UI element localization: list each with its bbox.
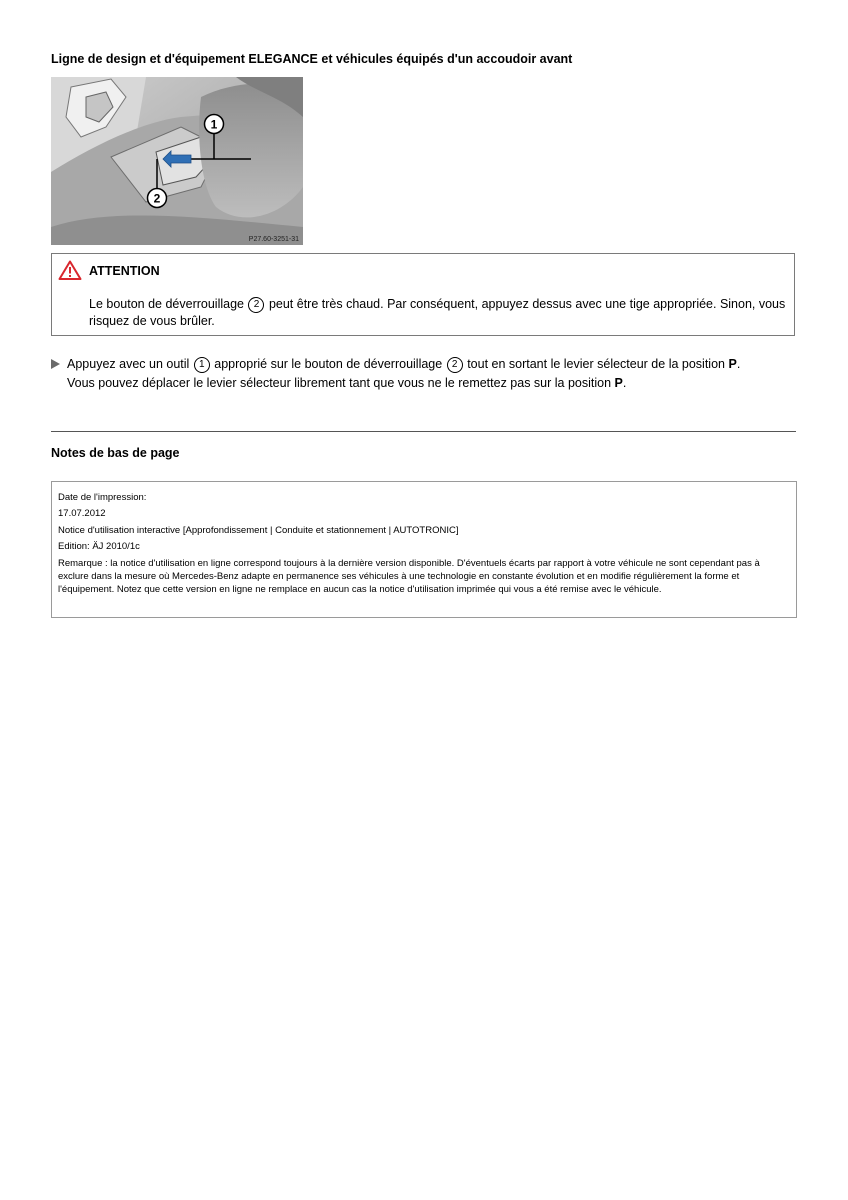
step-text-2: approprié sur le bouton de déverrouillage (214, 357, 443, 371)
callout-2: 2 (153, 191, 161, 206)
warning-title: ATTENTION (89, 264, 160, 278)
triangle-bullet-icon (51, 359, 60, 369)
step-text-1: Appuyez avec un outil (67, 357, 190, 371)
section-title: Ligne de design et d'équipement ELEGANCE et véhicules équipés d'un accoudoir avant (51, 52, 573, 66)
edition: Edition: ÄJ 2010/1c (58, 541, 140, 553)
instruction-step: Appuyez avec un outil 1 approprié sur le bouton de déverrouillage 2 tout en sortant le levier sélecteur de la position P. Vous pouvez déplacer le levier sélecteur librement tant que vous ne le remettez pas sur la position P. (51, 355, 795, 392)
ref-2-icon: 2 (447, 357, 463, 373)
manual-path: Notice d'utilisation interactive [Approfondissement | Conduite et stationnement | AUTOTRONIC] (58, 524, 459, 536)
position-p: P (728, 357, 737, 371)
console-drawing (51, 77, 303, 245)
selector-lever-illustration (51, 77, 303, 245)
warning-text-end: peut être très chaud. Par conséquent, appuyez dessus avec une tige appropriée. Sinon, vous risquez de vous brûler. (89, 297, 786, 328)
footnotes-box (51, 481, 797, 618)
ref-2-icon: 2 (248, 297, 264, 313)
remark: Remarque : la notice d'utilisation en ligne correspond toujours à la dernière version disponible. D'éventuels écarts par rapport à votre véhicule ne sont cependant pas à exclure dans la mesure où Mercedes-Benz adapte en permanence ses véhicules à une technologie en constante évolution et en modifie régulièrement la forme et l'équipement. Notez que cette version en ligne ne remplace en aucun cas la notice d'utilisation imprimée qui vous a été remise avec le véhicule. (58, 557, 760, 596)
warning-text (89, 296, 789, 330)
print-date-label: Date de l'impression: (58, 492, 147, 503)
warning-text-start: Le bouton de déverrouillage (89, 297, 244, 311)
ref-1-icon: 1 (194, 357, 210, 373)
print-date: 17.07.2012 (58, 508, 106, 520)
divider (51, 431, 796, 432)
figure-code: P27.60-3251-31 (248, 236, 299, 243)
step-text-3: tout en sortant le levier sélecteur de la position (467, 357, 725, 371)
callout-1: 1 (210, 117, 218, 132)
position-p: P (614, 375, 623, 390)
warning-box (51, 253, 795, 336)
step-text-4: Vous pouvez déplacer le levier sélecteur librement tant que vous ne le remettez pas sur la position (67, 375, 612, 390)
footnotes-title: Notes de bas de page (51, 446, 180, 460)
warning-triangle-icon (58, 260, 82, 280)
